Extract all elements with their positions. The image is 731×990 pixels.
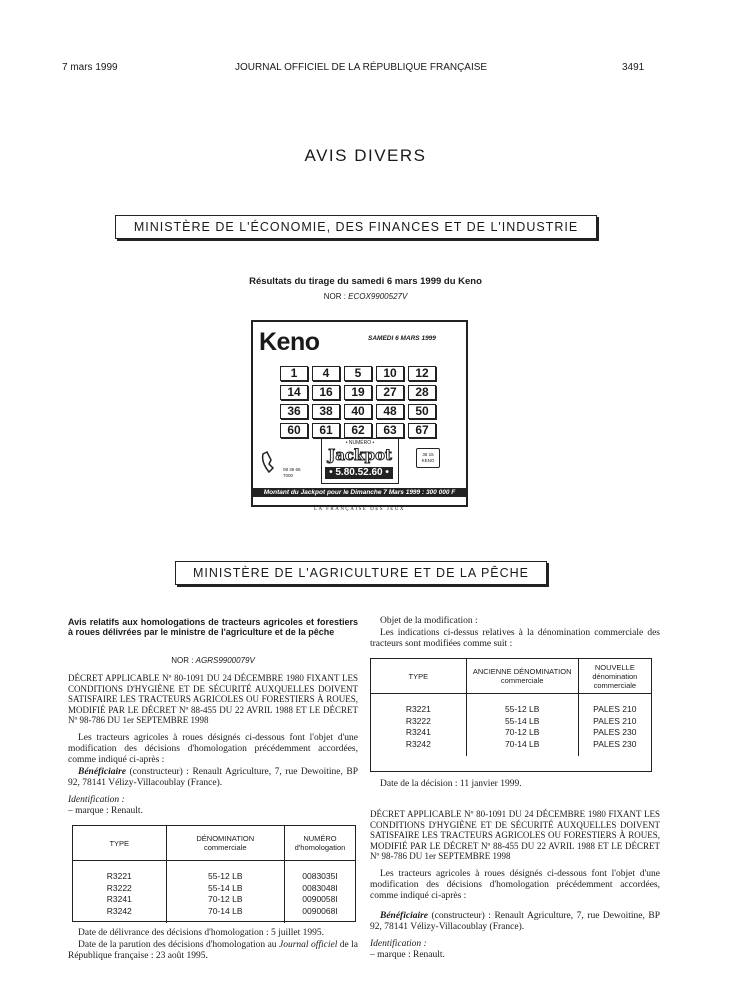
right-beneficiary xyxy=(370,911,660,933)
keno-number-grid xyxy=(280,366,436,438)
keno-number-cell: 60 xyxy=(280,423,308,438)
left-delivery-date: Date de délivrance des décisions d'homologation : 5 juillet 1995. xyxy=(78,928,325,938)
table-cell: R3241 xyxy=(371,727,466,739)
keno-number-cell: 28 xyxy=(408,385,436,400)
parution-text-a: Date de la parution des décisions d'homologation au xyxy=(78,940,279,950)
minitel-icon xyxy=(416,448,440,468)
jackpot-number: • 5.80.52.60 • xyxy=(325,467,393,479)
table-cell: R3221 xyxy=(73,871,166,883)
table-header: TYPE xyxy=(371,659,466,694)
nor-code: AGRS9900079V xyxy=(195,656,255,665)
keno-number-cell: 62 xyxy=(344,423,372,438)
table-cell: R3242 xyxy=(371,739,466,751)
keno-logo: Keno xyxy=(259,328,320,356)
left-paragraph: Les tracteurs agricoles à roues désignés ci-dessous font l'objet d'une modification des décisions d'homologation précédemment accordées, comme indiqué ci-après : xyxy=(68,733,358,765)
keno-notice-title: Résultats du tirage du samedi 6 mars 1999 du Keno xyxy=(249,276,482,287)
right-denomination-table xyxy=(370,658,652,772)
right-decision-date: Date de la décision : 11 janvier 1999. xyxy=(380,779,522,789)
table-cell: 70-12 LB xyxy=(166,894,284,906)
table-row xyxy=(73,883,355,895)
left-marque: – marque : Renault. xyxy=(68,806,143,816)
ministry-agriculture-box: MINISTÈRE DE L'AGRICULTURE ET DE LA PÊCHE xyxy=(175,561,547,585)
right-decree-heading: DÉCRET APPLICABLE Nº 80-1091 DU 24 DÉCEMBRE 1980 FIXANT LES CONDITIONS D'HYGIÈNE ET DE SÉCURITÉ AUXQUELLES DOIVENT SATISFAIRE LES TRACTEURS AGRICOLES OU FORESTIERS À ROUES, MODIFIÉ PAR LE DÉCRET Nº 88-455 DU 22 AVRIL 1988 ET LE DÉCRET Nº 98-786 DU 1er SEPTEMBRE 1998 xyxy=(370,809,660,861)
table-header: TYPE xyxy=(73,826,166,861)
left-decree-heading: DÉCRET APPLICABLE Nº 80-1091 DU 24 DÉCEMBRE 1980 FIXANT LES CONDITIONS D'HYGIÈNE ET DE SÉCURITÉ AUXQUELLES DOIVENT SATISFAIRE LES TRACTEURS AGRICOLES OU FORESTIERS À ROUES, MODIFIÉ PAR LE DÉCRET Nº 88-455 DU 22 AVRIL 1988 ET LE DÉCRET Nº 98-786 DU 1er SEPTEMBRE 1998 xyxy=(68,673,358,725)
keno-number-cell: 10 xyxy=(376,366,404,381)
keno-number-cell: 48 xyxy=(376,404,404,419)
keno-number-cell: 40 xyxy=(344,404,372,419)
ministry-economy-box: MINISTÈRE DE L'ÉCONOMIE, DES FINANCES ET DE L'INDUSTRIE xyxy=(115,215,597,239)
table-row xyxy=(73,871,355,883)
table-cell: 0083048I xyxy=(302,882,338,893)
table-cell: PALES 210 xyxy=(593,715,637,726)
keno-draw-date: SAMEDI 6 MARS 1999 xyxy=(368,335,436,342)
table-header: NUMÉRO d'homologation xyxy=(284,826,355,861)
table-cell: 0083035I xyxy=(302,871,338,881)
jackpot-logo: Jackpot xyxy=(328,446,392,464)
keno-number-cell: 14 xyxy=(280,385,308,400)
keno-number-cell: 36 xyxy=(280,404,308,419)
table-cell: 0090058I xyxy=(302,894,338,904)
journal-officiel: Journal officiel xyxy=(278,940,338,950)
right-paragraph: Les tracteurs agricoles à roues désignés ci-dessous font l'objet d'une modification des décisions d'homologation précédemment accordées, comme indiqué ci-après : xyxy=(370,869,660,901)
minitel-text: 36 15 KENO xyxy=(421,452,435,463)
table-cell: 55-12 LB xyxy=(166,871,284,883)
jackpot-amount-banner: Montant du Jackpot pour le Dimanche 7 Mars 1999 : 300 000 F xyxy=(253,488,466,497)
header-page: 3491 xyxy=(622,62,645,73)
table-row xyxy=(371,716,651,728)
table-header: NOUVELLE dénomination commerciale xyxy=(578,659,651,694)
table-cell: R3222 xyxy=(371,716,466,728)
beneficiary-label: Bénéficiaire xyxy=(78,767,127,777)
right-objet: Objet de la modification : xyxy=(380,616,478,626)
table-cell: R3242 xyxy=(73,906,166,918)
page-title: AVIS DIVERS xyxy=(304,146,427,165)
left-beneficiary xyxy=(68,767,358,789)
table-header: ANCIENNE DÉNOMINATION commerciale xyxy=(466,659,578,694)
keno-number-cell: 1 xyxy=(280,366,308,381)
table-cell: PALES 230 xyxy=(593,727,637,737)
right-identification-label: Identification : xyxy=(370,939,427,949)
table-header: DÉNOMINATION commerciale xyxy=(166,826,284,861)
table-cell: 55-14 LB xyxy=(166,883,284,895)
jackpot-box xyxy=(321,438,399,484)
beneficiary-text: (constructeur) : Renault Agriculture, 7, rue Dewoitine, BP 92, 78141 Vélizy-Villacoublay (France). xyxy=(370,911,660,932)
left-notice-title: Avis relatifs aux homologations de tracteurs agricoles et forestiers à roues délivrées par le ministre de l'agriculture et de la pêche xyxy=(68,617,358,637)
beneficiary-text: (constructeur) : Renault Agriculture, 7, rue Dewoitine, BP 92, 78141 Vélizy-Villacoublay (France). xyxy=(68,767,358,788)
keno-number-cell: 5 xyxy=(344,366,372,381)
left-parution xyxy=(68,940,358,962)
table-cell: R3222 xyxy=(73,883,166,895)
table-cell: 0090068I xyxy=(302,905,338,916)
keno-results-box xyxy=(251,320,468,507)
keno-number-cell: 67 xyxy=(408,423,436,438)
table-row xyxy=(371,727,651,739)
table-row xyxy=(371,704,651,716)
keno-footer: LA FRANÇAISE DES JEUX xyxy=(313,507,406,512)
right-marque: – marque : Renault. xyxy=(370,950,445,960)
keno-number-cell: 12 xyxy=(408,366,436,381)
table-row xyxy=(73,894,355,906)
keno-number-cell: 50 xyxy=(408,404,436,419)
table-cell: 55-14 LB xyxy=(466,716,578,728)
keno-number-cell: 4 xyxy=(312,366,340,381)
nor-label: NOR : xyxy=(171,656,194,665)
keno-number-cell: 19 xyxy=(344,385,372,400)
table-cell: R3221 xyxy=(371,704,466,716)
numero-label: • NUMÉRO • xyxy=(345,440,375,446)
keno-number-cell: 61 xyxy=(312,423,340,438)
keno-number-cell: 27 xyxy=(376,385,404,400)
table-cell: 70-14 LB xyxy=(466,739,578,751)
keno-number-cell: 38 xyxy=(312,404,340,419)
right-indications: Les indications ci-dessus relatives à la dénomination commerciale des tracteurs sont modifiées comme suit : xyxy=(370,628,660,649)
keno-number-cell: 63 xyxy=(376,423,404,438)
table-cell: 55-12 LB xyxy=(466,704,578,716)
left-identification-label: Identification : xyxy=(68,795,125,805)
beneficiary-label: Bénéficiaire xyxy=(380,911,429,921)
table-cell: PALES 230 xyxy=(593,738,637,749)
nor-code: ECOX9900527V xyxy=(348,292,408,301)
table-cell: R3241 xyxy=(73,894,166,906)
left-nor-line xyxy=(68,656,358,665)
table-cell: 70-12 LB xyxy=(466,727,578,739)
table-cell: PALES 210 xyxy=(593,704,637,714)
header-journal: JOURNAL OFFICIEL DE LA RÉPUBLIQUE FRANÇAISE xyxy=(235,62,488,73)
keno-number-cell: 16 xyxy=(312,385,340,400)
table-row xyxy=(73,906,355,918)
keno-nor-line xyxy=(0,292,731,301)
left-homologation-table xyxy=(72,825,356,922)
phone-number: 08 36 65 7000 xyxy=(283,467,301,478)
parution-text-b: de la République française : 23 août 1995. xyxy=(68,940,359,961)
table-row xyxy=(371,739,651,751)
header-date: 7 mars 1999 xyxy=(62,62,118,73)
table-cell: 70-14 LB xyxy=(166,906,284,918)
nor-label: NOR : xyxy=(323,292,346,301)
